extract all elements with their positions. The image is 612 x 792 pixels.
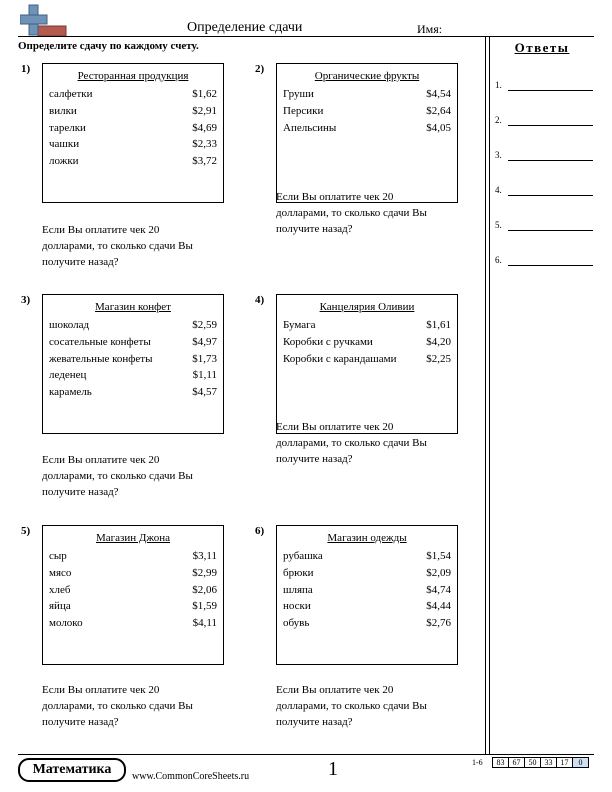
item-price: $2,64 — [426, 105, 451, 117]
page-number: 1 — [328, 758, 338, 780]
answer-number: 5. — [495, 220, 502, 230]
receipt-item — [49, 584, 217, 598]
item-price: $3,11 — [192, 550, 217, 562]
item-name: сосательные конфеты — [49, 336, 151, 348]
question-line: Если Вы оплатите чек 20 — [42, 684, 160, 696]
answer-blank[interactable] — [508, 230, 593, 231]
score-cell: 50 — [524, 757, 541, 768]
question-line: долларами, то сколько сдачи Вы — [276, 700, 427, 712]
problem-6 — [255, 525, 485, 755]
problem-4 — [255, 294, 485, 524]
item-price: $2,06 — [192, 584, 217, 596]
store-name: Ресторанная продукция — [77, 70, 189, 82]
item-name: тарелки — [49, 122, 86, 134]
item-price: $2,91 — [192, 105, 217, 117]
question-line: долларами, то сколько сдачи Вы — [276, 437, 427, 449]
instructions: Определите сдачу по каждому счету. — [18, 40, 199, 52]
question-text — [42, 222, 232, 270]
item-name: Апельсины — [283, 122, 337, 134]
receipt-box — [42, 525, 224, 665]
item-price: $2,25 — [426, 353, 451, 365]
item-price: $4,54 — [426, 88, 451, 100]
receipt-box — [276, 294, 458, 434]
question-line: получите назад? — [276, 716, 353, 728]
item-price: $2,59 — [192, 319, 217, 331]
item-name: вилки — [49, 105, 77, 117]
item-name: карамель — [49, 386, 92, 398]
store-name: Органические фрукты — [314, 70, 420, 82]
problem-2 — [255, 63, 485, 293]
receipt-item — [283, 353, 451, 367]
question-text — [42, 452, 232, 500]
item-price: $4,74 — [426, 584, 451, 596]
score-range-label: 1-6 — [472, 758, 483, 767]
item-name: Коробки с ручками — [283, 336, 373, 348]
answer-line-2[interactable] — [495, 115, 595, 129]
answer-blank[interactable] — [508, 160, 593, 161]
item-name: салфетки — [49, 88, 93, 100]
receipt-box — [42, 63, 224, 203]
item-price: $3,72 — [192, 155, 217, 167]
item-name: мясо — [49, 567, 72, 579]
receipt-item — [283, 617, 451, 631]
item-name: молоко — [49, 617, 83, 629]
item-name: яйца — [49, 600, 71, 612]
score-cell: 67 — [508, 757, 525, 768]
question-line: Если Вы оплатите чек 20 — [276, 191, 394, 203]
header-rule — [18, 36, 594, 37]
question-line: долларами, то сколько сдачи Вы — [42, 240, 193, 252]
item-name: Персики — [283, 105, 324, 117]
question-line: получите назад? — [42, 716, 119, 728]
problem-number: 4) — [255, 294, 265, 306]
receipt-box — [276, 525, 458, 665]
item-name: носки — [283, 600, 311, 612]
question-text — [276, 189, 466, 237]
problem-5 — [21, 525, 251, 755]
question-line: долларами, то сколько сдачи Вы — [42, 700, 193, 712]
answer-line-3[interactable] — [495, 150, 595, 164]
website-link[interactable]: www.CommonCoreSheets.ru — [132, 771, 250, 782]
item-price: $4,97 — [192, 336, 217, 348]
brand-badge: Математика — [18, 758, 126, 782]
receipt-item — [283, 122, 451, 136]
receipt-box — [42, 294, 224, 434]
receipt-item — [49, 353, 217, 367]
score-table — [493, 757, 589, 768]
receipt-item — [49, 600, 217, 614]
answer-line-1[interactable] — [495, 80, 595, 94]
question-text — [276, 419, 466, 467]
answer-line-6[interactable] — [495, 255, 595, 269]
item-name: шоколад — [49, 319, 90, 331]
question-line: долларами, то сколько сдачи Вы — [276, 207, 427, 219]
item-price: $1,11 — [192, 369, 217, 381]
item-name: Бумага — [283, 319, 316, 331]
answer-blank[interactable] — [508, 265, 593, 266]
receipt-item — [49, 105, 217, 119]
problem-1 — [21, 63, 251, 293]
question-line: Если Вы оплатите чек 20 — [276, 421, 394, 433]
store-name: Канцелярия Оливии — [319, 301, 415, 313]
problem-number: 1) — [21, 63, 31, 75]
question-line: получите назад? — [276, 223, 353, 235]
question-line: получите назад? — [276, 453, 353, 465]
receipt-item — [49, 336, 217, 350]
item-name: чашки — [49, 138, 80, 150]
item-price: $4,57 — [192, 386, 217, 398]
answer-number: 4. — [495, 185, 502, 195]
receipt-item — [49, 617, 217, 631]
score-cell: 33 — [540, 757, 557, 768]
receipt-item — [283, 319, 451, 333]
item-price: $4,69 — [192, 122, 217, 134]
answer-number: 3. — [495, 150, 502, 160]
item-name: хлеб — [49, 584, 71, 596]
answer-line-4[interactable] — [495, 185, 595, 199]
store-name: Магазин одежды — [327, 532, 407, 544]
receipt-box — [276, 63, 458, 203]
question-text — [42, 682, 232, 730]
problem-number: 3) — [21, 294, 31, 306]
item-name: шляпа — [283, 584, 313, 596]
receipt-item — [49, 155, 217, 169]
receipt-item — [49, 386, 217, 400]
item-name: Коробки с карандашами — [283, 353, 397, 365]
item-price: $4,20 — [426, 336, 451, 348]
question-line: Если Вы оплатите чек 20 — [42, 224, 160, 236]
problem-number: 2) — [255, 63, 265, 75]
item-name: рубашка — [283, 550, 323, 562]
receipt-item — [49, 88, 217, 102]
receipt-item — [283, 105, 451, 119]
receipt-item — [283, 584, 451, 598]
item-price: $4,05 — [426, 122, 451, 134]
question-line: получите назад? — [42, 486, 119, 498]
receipt-item — [49, 369, 217, 383]
answer-number: 1. — [495, 80, 502, 90]
question-text — [276, 682, 466, 730]
answer-blank[interactable] — [508, 195, 593, 196]
receipt-item — [283, 550, 451, 564]
item-price: $4,44 — [426, 600, 451, 612]
score-cell: 83 — [492, 757, 509, 768]
item-name: обувь — [283, 617, 310, 629]
store-name: Магазин Джона — [95, 532, 171, 544]
problem-3 — [21, 294, 251, 524]
score-cell: 0 — [572, 757, 589, 768]
answer-blank[interactable] — [508, 90, 593, 91]
receipt-item — [283, 567, 451, 581]
answer-blank[interactable] — [508, 125, 593, 126]
item-price: $2,33 — [192, 138, 217, 150]
item-name: брюки — [283, 567, 314, 579]
column-divider — [485, 37, 486, 754]
item-price: $1,59 — [192, 600, 217, 612]
item-name: леденец — [49, 369, 87, 381]
page-title: Определение сдачи — [187, 20, 303, 35]
item-price: $1,73 — [192, 353, 217, 365]
answers-title: Ответы — [514, 40, 570, 55]
receipt-item — [283, 600, 451, 614]
answer-line-5[interactable] — [495, 220, 595, 234]
plus-minus-logo-icon — [20, 4, 68, 38]
problem-number: 6) — [255, 525, 265, 537]
receipt-item — [283, 336, 451, 350]
item-name: жевательные конфеты — [49, 353, 153, 365]
question-line: Если Вы оплатите чек 20 — [42, 454, 160, 466]
footer-rule — [18, 754, 594, 755]
item-price: $2,76 — [426, 617, 451, 629]
item-price: $1,61 — [426, 319, 451, 331]
item-name: ложки — [49, 155, 79, 167]
answer-number: 2. — [495, 115, 502, 125]
item-price: $2,99 — [192, 567, 217, 579]
item-price: $1,54 — [426, 550, 451, 562]
column-divider — [489, 37, 490, 754]
name-label: Имя: — [417, 22, 443, 36]
answer-number: 6. — [495, 255, 502, 265]
item-price: $1,62 — [192, 88, 217, 100]
receipt-item — [49, 567, 217, 581]
receipt-item — [283, 88, 451, 102]
receipt-item — [49, 319, 217, 333]
question-line: долларами, то сколько сдачи Вы — [42, 470, 193, 482]
item-price: $2,09 — [426, 567, 451, 579]
receipt-item — [49, 138, 217, 152]
store-name: Магазин конфет — [95, 301, 171, 313]
receipt-item — [49, 122, 217, 136]
problem-number: 5) — [21, 525, 31, 537]
item-price: $4,11 — [192, 617, 217, 629]
score-cell: 17 — [556, 757, 573, 768]
receipt-item — [49, 550, 217, 564]
item-name: сыр — [49, 550, 67, 562]
question-line: Если Вы оплатите чек 20 — [276, 684, 394, 696]
item-name: Груши — [283, 88, 314, 100]
question-line: получите назад? — [42, 256, 119, 268]
